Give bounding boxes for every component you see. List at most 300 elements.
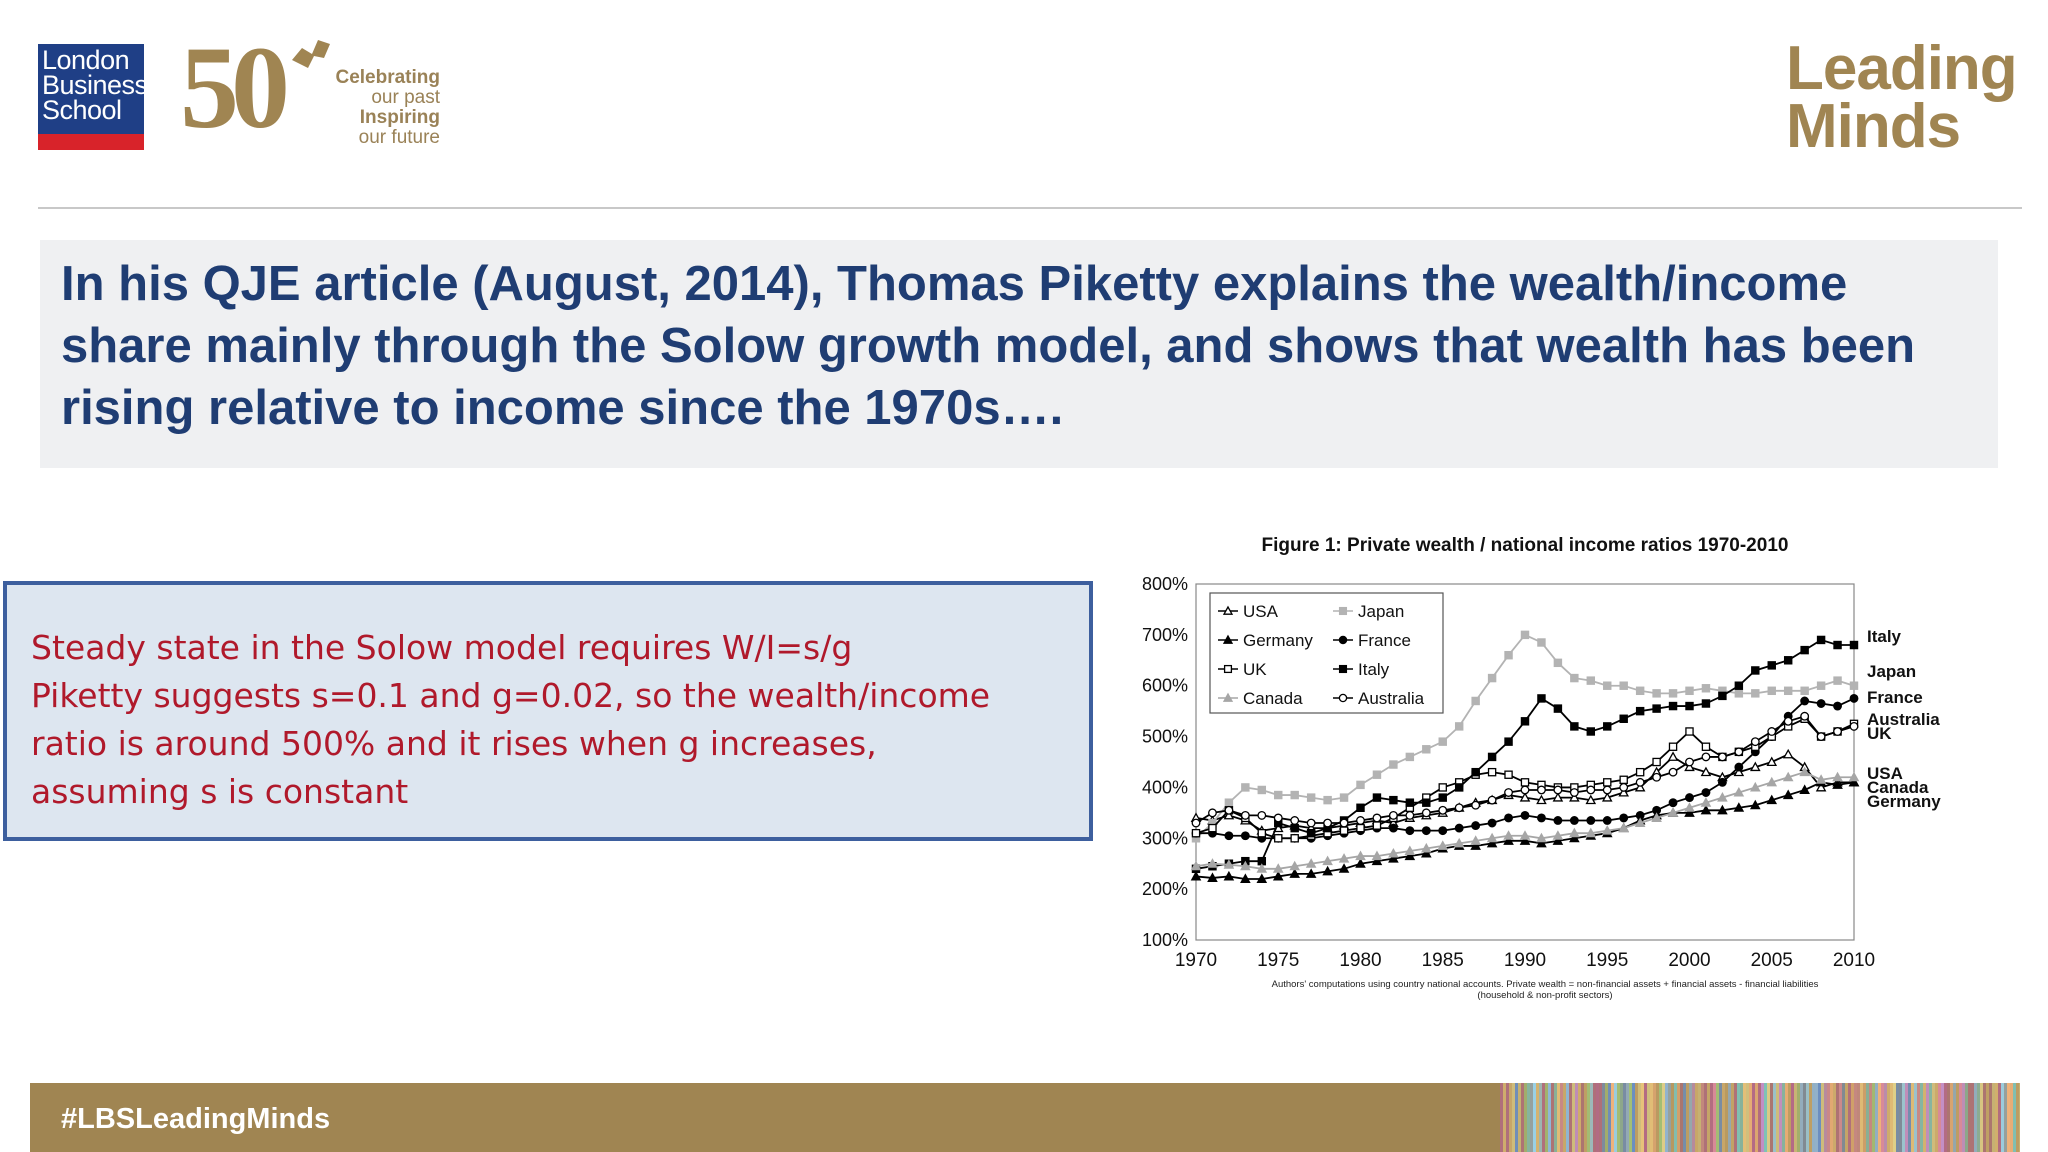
data-point-japan: [1340, 794, 1347, 801]
footer-stripe: [1533, 1083, 1536, 1152]
footer-stripe: [1650, 1083, 1653, 1152]
data-point-italy: [1489, 753, 1496, 760]
footer-stripe: [1767, 1083, 1770, 1152]
data-point-uk: [1291, 835, 1298, 842]
y-tick-label: 500%: [1141, 726, 1188, 747]
data-point-france: [1702, 789, 1710, 797]
footer-stripe: [1683, 1083, 1686, 1152]
data-point-uk: [1373, 822, 1380, 829]
data-point-japan: [1505, 652, 1512, 659]
data-point-australia: [1225, 807, 1233, 815]
footer-stripe: [1599, 1083, 1602, 1152]
footer-stripe: [1920, 1083, 1923, 1152]
footer-stripe: [1617, 1083, 1620, 1152]
header-divider: [38, 207, 2022, 209]
footer-stripe: [1719, 1083, 1722, 1152]
data-point-australia: [1768, 728, 1776, 736]
footer-stripe: [1983, 1083, 1986, 1152]
data-point-australia: [1817, 733, 1825, 741]
data-point-italy: [1785, 657, 1792, 664]
footer-stripe: [1659, 1083, 1662, 1152]
footer-stripe: [1794, 1083, 1797, 1152]
footer-stripe: [1671, 1083, 1674, 1152]
y-tick-label: 700%: [1141, 624, 1188, 645]
data-point-france: [1719, 779, 1727, 787]
data-point-italy: [1571, 723, 1578, 730]
footer-stripe: [2016, 1083, 2019, 1152]
footer-stripe: [1800, 1083, 1803, 1152]
footer-stripe: [1887, 1083, 1890, 1152]
y-tick-label: 600%: [1141, 675, 1188, 696]
data-point-australia: [1719, 753, 1727, 761]
data-point-france: [1817, 700, 1825, 708]
x-tick-label: 1990: [1503, 950, 1547, 971]
chart-source-note: (household & non-profit sectors): [1477, 990, 1613, 1001]
data-point-italy: [1554, 705, 1561, 712]
data-point-japan: [1423, 746, 1430, 753]
footer-stripe: [2013, 1083, 2016, 1152]
data-point-japan: [1752, 690, 1759, 697]
footer-stripe: [1878, 1083, 1881, 1152]
footer-stripe: [1647, 1083, 1650, 1152]
legend-marker-japan: [1340, 608, 1347, 615]
data-point-japan: [1653, 690, 1660, 697]
data-point-italy: [1357, 804, 1364, 811]
footer-stripe: [1974, 1083, 1977, 1152]
footer-stripe: [1536, 1083, 1539, 1152]
footer-stripe: [1500, 1083, 1503, 1152]
footer-stripe: [1668, 1083, 1671, 1152]
legend-label: France: [1358, 631, 1411, 650]
data-point-australia: [1702, 753, 1710, 761]
series-end-label: Italy: [1867, 627, 1902, 646]
x-tick-label: 1980: [1339, 950, 1382, 971]
data-point-france: [1225, 832, 1233, 840]
footer-stripe: [1722, 1083, 1725, 1152]
data-point-japan: [1785, 687, 1792, 694]
data-point-japan: [1489, 675, 1496, 682]
data-point-italy: [1472, 769, 1479, 776]
footer-stripe: [1905, 1083, 1908, 1152]
data-point-france: [1603, 817, 1611, 825]
footer-stripe: [1644, 1083, 1647, 1152]
data-point-france: [1686, 794, 1694, 802]
footer-stripe: [1587, 1083, 1590, 1152]
footer-stripe: [1632, 1083, 1635, 1152]
footer-stripe: [1710, 1083, 1713, 1152]
footer-stripe: [1929, 1083, 1932, 1152]
legend-label: Canada: [1243, 689, 1303, 708]
footer-stripe: [1701, 1083, 1704, 1152]
footer-stripe: [1803, 1083, 1806, 1152]
footer-stripe: [1764, 1083, 1767, 1152]
footer-stripe: [1872, 1083, 1875, 1152]
data-point-japan: [1308, 794, 1315, 801]
legend-label: Japan: [1358, 602, 1405, 621]
footer-stripe: [1605, 1083, 1608, 1152]
footer-stripe: [1965, 1083, 1968, 1152]
footer-stripe: [1608, 1083, 1611, 1152]
legend-label: Australia: [1358, 689, 1425, 708]
legend-label: UK: [1243, 660, 1267, 679]
footer-stripe: [1584, 1083, 1587, 1152]
footer-stripe: [1530, 1083, 1533, 1152]
footer-stripe: [1653, 1083, 1656, 1152]
footer-stripe: [1866, 1083, 1869, 1152]
series-end-label: USA: [1867, 764, 1903, 783]
data-point-usa: [1784, 750, 1792, 758]
footer-stripe: [1818, 1083, 1821, 1152]
footer-stripe: [1518, 1083, 1521, 1152]
footer-stripe: [1743, 1083, 1746, 1152]
data-point-australia: [1406, 812, 1414, 820]
footer-stripe: [1917, 1083, 1920, 1152]
footer-stripe: [1938, 1083, 1941, 1152]
footer-stripe: [1959, 1083, 1962, 1152]
data-point-japan: [1604, 682, 1611, 689]
footer-stripe: [1779, 1083, 1782, 1152]
footer-stripe: [1788, 1083, 1791, 1152]
data-point-uk: [1340, 827, 1347, 834]
headline-text: In his QJE article (August, 2014), Thomas Piketty explains the wealth/income share mainly through the Solow growth model, and shows that wealth has been rising relative to income since the 1970s….: [61, 257, 1916, 435]
footer-stripe: [1785, 1083, 1788, 1152]
data-point-australia: [1834, 728, 1842, 736]
y-tick-label: 400%: [1141, 777, 1188, 798]
footer-stripe: [1935, 1083, 1938, 1152]
data-point-uk: [1637, 769, 1644, 776]
footer-stripe: [1737, 1083, 1740, 1152]
footer-stripe: [1773, 1083, 1776, 1152]
data-point-japan: [1242, 784, 1249, 791]
data-point-japan: [1850, 682, 1857, 689]
data-point-australia: [1587, 786, 1595, 794]
data-point-italy: [1801, 647, 1808, 654]
footer-stripe: [1842, 1083, 1845, 1152]
data-point-italy: [1702, 700, 1709, 707]
data-point-uk: [1192, 830, 1199, 837]
data-point-uk: [1275, 835, 1282, 842]
footer-stripe: [1686, 1083, 1689, 1152]
footer-stripe: [1827, 1083, 1830, 1152]
y-tick-label: 800%: [1141, 574, 1188, 594]
data-point-uk: [1653, 758, 1660, 765]
data-point-japan: [1258, 786, 1265, 793]
data-point-italy: [1719, 692, 1726, 699]
footer-stripe: [1602, 1083, 1605, 1152]
footer-stripe: [1629, 1083, 1632, 1152]
footer-stripe: [1515, 1083, 1518, 1152]
footer-stripe: [1839, 1083, 1842, 1152]
footer-stripe: [1734, 1083, 1737, 1152]
wealth-income-chart: [1100, 520, 1980, 1010]
footer-stripe: [1998, 1083, 2001, 1152]
footer-stripe: [1755, 1083, 1758, 1152]
footer-stripe: [1542, 1083, 1545, 1152]
data-point-uk: [1686, 728, 1693, 735]
data-point-italy: [1406, 799, 1413, 806]
data-point-japan: [1390, 761, 1397, 768]
x-tick-label: 1970: [1174, 950, 1218, 971]
footer-stripe: [1752, 1083, 1755, 1152]
data-point-italy: [1669, 702, 1676, 709]
legend-marker-france: [1339, 636, 1346, 643]
x-tick-label: 1975: [1257, 950, 1300, 971]
footer-stripe: [1674, 1083, 1677, 1152]
footer-stripe: [1902, 1083, 1905, 1152]
y-tick-label: 200%: [1141, 879, 1188, 900]
data-point-italy: [1505, 738, 1512, 745]
data-point-france: [1620, 814, 1628, 822]
x-tick-label: 2010: [1832, 950, 1876, 971]
footer-stripe: [1611, 1083, 1614, 1152]
footer-stripe: [1857, 1083, 1860, 1152]
data-point-italy: [1423, 799, 1430, 806]
footer-stripe: [1881, 1083, 1884, 1152]
footer-stripe: [1833, 1083, 1836, 1152]
footer-stripe: [1797, 1083, 1800, 1152]
footer-stripe: [1695, 1083, 1698, 1152]
data-point-australia: [1521, 786, 1529, 794]
data-point-uk: [1702, 743, 1709, 750]
data-point-uk: [1505, 771, 1512, 778]
data-point-japan: [1571, 675, 1578, 682]
solow-note-line: assuming s is constant: [31, 772, 409, 811]
data-point-uk: [1620, 776, 1627, 783]
data-point-japan: [1620, 682, 1627, 689]
data-point-australia: [1505, 789, 1513, 797]
footer-stripe: [1884, 1083, 1887, 1152]
data-point-france: [1439, 827, 1447, 835]
data-point-uk: [1258, 830, 1265, 837]
data-point-australia: [1850, 723, 1858, 731]
anniversary-tagline: Celebrating our past Inspiring our future: [335, 67, 440, 148]
data-point-italy: [1538, 695, 1545, 702]
data-point-uk: [1521, 779, 1528, 786]
data-point-japan: [1834, 677, 1841, 684]
data-point-australia: [1488, 796, 1496, 804]
footer-stripe: [1890, 1083, 1893, 1152]
leading-minds-logo: Leading Minds: [1786, 34, 2017, 161]
footer-stripe: [1662, 1083, 1665, 1152]
footer-stripe: [1986, 1083, 1989, 1152]
footer-stripe: [2007, 1083, 2010, 1152]
data-point-japan: [1768, 687, 1775, 694]
footer-stripe: [1791, 1083, 1794, 1152]
footer-stripe: [1911, 1083, 1914, 1152]
legend-label: Italy: [1358, 660, 1390, 679]
x-tick-label: 2000: [1668, 950, 1711, 971]
footer-stripe: [1992, 1083, 1995, 1152]
footer-stripe: [1656, 1083, 1659, 1152]
data-point-japan: [1801, 687, 1808, 694]
footer-stripe: [1566, 1083, 1569, 1152]
data-point-italy: [1604, 723, 1611, 730]
data-point-australia: [1636, 779, 1644, 787]
data-point-australia: [1801, 712, 1809, 720]
footer-stripe: [1713, 1083, 1716, 1152]
lbs-logo-red-bar: [38, 134, 144, 150]
footer-stripe: [1581, 1083, 1584, 1152]
footer-stripe: [1854, 1083, 1857, 1152]
data-point-australia: [1472, 801, 1480, 809]
footer-stripe: [1845, 1083, 1848, 1152]
data-point-france: [1521, 812, 1529, 820]
footer-stripe: [1875, 1083, 1878, 1152]
data-point-australia: [1242, 812, 1250, 820]
footer-stripe: [1596, 1083, 1599, 1152]
data-point-italy: [1308, 830, 1315, 837]
footer-stripe: [1806, 1083, 1809, 1152]
footer-stripe: [1950, 1083, 1953, 1152]
data-point-italy: [1521, 718, 1528, 725]
data-point-japan: [1669, 690, 1676, 697]
data-point-australia: [1752, 738, 1760, 746]
footer-stripe: [1896, 1083, 1899, 1152]
footer-stripe: [1539, 1083, 1542, 1152]
data-point-japan: [1735, 690, 1742, 697]
footer-stripe: [1758, 1083, 1761, 1152]
data-point-australia: [1620, 784, 1628, 792]
footer-stripe: [1545, 1083, 1548, 1152]
footer-stripe: [1848, 1083, 1851, 1152]
footer-stripe: [1893, 1083, 1896, 1152]
data-point-australia: [1423, 809, 1431, 817]
footer-stripe: [1620, 1083, 1623, 1152]
footer-stripe: [1665, 1083, 1668, 1152]
legend-label: USA: [1243, 602, 1278, 621]
data-point-australia: [1192, 819, 1200, 827]
x-tick-label: 1995: [1586, 950, 1629, 971]
data-point-uk: [1604, 779, 1611, 786]
data-point-france: [1406, 827, 1414, 835]
data-point-australia: [1291, 817, 1299, 825]
data-point-italy: [1686, 702, 1693, 709]
data-point-italy: [1752, 667, 1759, 674]
footer-stripe: [2010, 1083, 2013, 1152]
footer-stripe: [1575, 1083, 1578, 1152]
data-point-japan: [1702, 685, 1709, 692]
footer-stripe: [1860, 1083, 1863, 1152]
data-point-japan: [1472, 697, 1479, 704]
series-end-label: Australia: [1867, 710, 1940, 729]
series-end-label: France: [1867, 688, 1923, 707]
footer-stripe: [1725, 1083, 1728, 1152]
footer-stripe: [1551, 1083, 1554, 1152]
x-tick-label: 2005: [1750, 950, 1793, 971]
data-point-italy: [1818, 636, 1825, 643]
data-point-italy: [1834, 641, 1841, 648]
footer-stripe: [1899, 1083, 1902, 1152]
data-point-italy: [1291, 825, 1298, 832]
y-tick-label: 300%: [1141, 828, 1188, 849]
footer-stripe: [1554, 1083, 1557, 1152]
data-point-japan: [1291, 791, 1298, 798]
data-point-japan: [1521, 631, 1528, 638]
footer-stripe: [1956, 1083, 1959, 1152]
footer-stripe: [1782, 1083, 1785, 1152]
y-tick-label: 100%: [1141, 930, 1188, 950]
footer-stripe: [1716, 1083, 1719, 1152]
footer-stripe: [1914, 1083, 1917, 1152]
data-point-france: [1423, 827, 1431, 835]
lbs-logo: [38, 44, 148, 150]
footer-stripe: [1590, 1083, 1593, 1152]
data-point-italy: [1850, 641, 1857, 648]
footer-stripe: [1869, 1083, 1872, 1152]
footer-stripe: [1731, 1083, 1734, 1152]
data-point-australia: [1735, 748, 1743, 756]
x-tick-label: 1985: [1421, 950, 1464, 971]
footer-stripe: [2001, 1083, 2004, 1152]
legend-marker-uk: [1225, 666, 1232, 673]
footer-stripe: [1512, 1083, 1515, 1152]
footer-stripe: [1962, 1083, 1965, 1152]
footer-stripe: [1995, 1083, 1998, 1152]
data-point-france: [1554, 817, 1562, 825]
data-point-italy: [1439, 794, 1446, 801]
footer-stripe: [1953, 1083, 1956, 1152]
footer-stripe: [1503, 1083, 1506, 1152]
data-point-australia: [1373, 814, 1381, 822]
footer-stripe: [1704, 1083, 1707, 1152]
footer-stripe: [1728, 1083, 1731, 1152]
data-point-japan: [1538, 639, 1545, 646]
footer-stripe: [1740, 1083, 1743, 1152]
footer-stripe: [1908, 1083, 1911, 1152]
data-point-australia: [1324, 819, 1332, 827]
footer-stripe: [1548, 1083, 1551, 1152]
footer-stripe: [1836, 1083, 1839, 1152]
footer-stripe: [1635, 1083, 1638, 1152]
footer-stripe: [1521, 1083, 1524, 1152]
footer-stripe: [1746, 1083, 1749, 1152]
footer-stripe: [1524, 1083, 1527, 1152]
footer-stripe: [1506, 1083, 1509, 1152]
data-point-france: [1505, 814, 1513, 822]
data-point-japan: [1587, 677, 1594, 684]
data-point-italy: [1456, 784, 1463, 791]
footer-stripe: [1932, 1083, 1935, 1152]
data-point-australia: [1669, 768, 1677, 776]
data-point-australia: [1653, 773, 1661, 781]
series-end-label: UK: [1867, 724, 1892, 743]
data-point-france: [1538, 814, 1546, 822]
footer-stripe: [1812, 1083, 1815, 1152]
data-point-italy: [1637, 708, 1644, 715]
data-point-australia: [1390, 812, 1398, 820]
footer-stripe: [1689, 1083, 1692, 1152]
anniversary-number: 50: [180, 22, 282, 153]
legend-marker-italy: [1340, 666, 1347, 673]
data-point-japan: [1456, 723, 1463, 730]
footer-stripe: [1923, 1083, 1926, 1152]
data-point-italy: [1653, 705, 1660, 712]
footer-stripe: [1989, 1083, 1992, 1152]
footer-stripe: [1614, 1083, 1617, 1152]
footer-stripe: [1944, 1083, 1947, 1152]
footer-stripe: [1557, 1083, 1560, 1152]
solow-note-line: Piketty suggests s=0.1 and g=0.02, so the wealth/income: [31, 676, 991, 715]
data-point-australia: [1554, 786, 1562, 794]
data-point-france: [1850, 695, 1858, 703]
data-point-uk: [1357, 825, 1364, 832]
footer-stripe: [1863, 1083, 1866, 1152]
footer-stripe: [1971, 1083, 1974, 1152]
footer-stripe: [1692, 1083, 1695, 1152]
data-point-italy: [1587, 728, 1594, 735]
lbs-logo-text: London Business School: [42, 45, 148, 125]
footer-hashtag: #LBSLeadingMinds: [61, 1103, 331, 1135]
